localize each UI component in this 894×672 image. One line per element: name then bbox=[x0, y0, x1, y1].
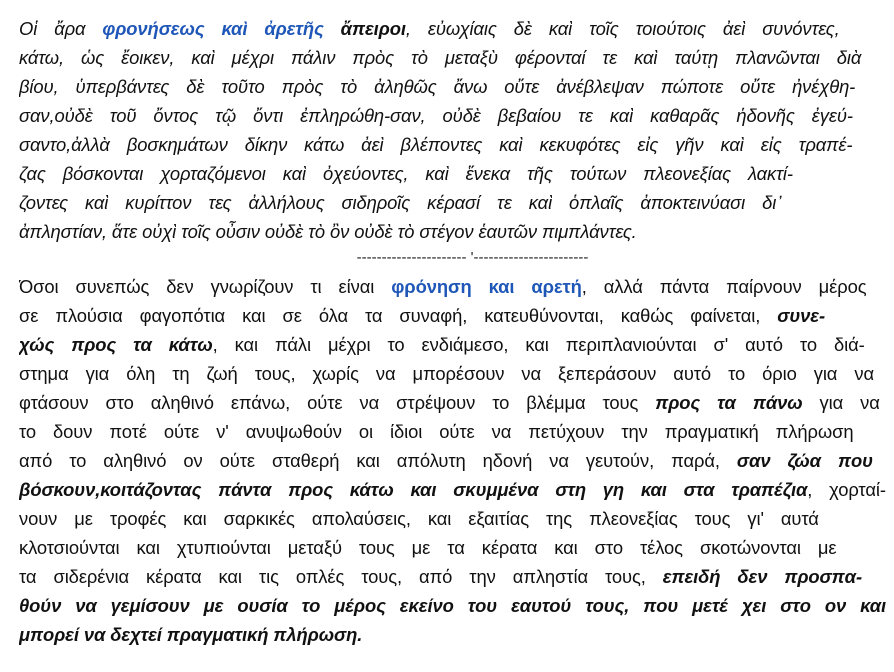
emphasized-phrase: προς τα πάνω bbox=[655, 392, 803, 413]
text-segment: σαντο,ἀλλὰ βοσκημάτων δίκην κάτω ἀεὶ βλέποντες καὶ κεκυφότες εἰς γῆν καὶ εἰς τραπέ- bbox=[19, 134, 853, 155]
text-segment: Οἱ ἄρα bbox=[19, 18, 103, 39]
emphasized-phrase: μπορεί να δεχτεί πραγματική πλήρωση. bbox=[19, 624, 363, 645]
text-line bbox=[19, 475, 886, 504]
text-segment: κλοτσιούνται και χτυπιούνται μεταξύ τους με τα κέρατα και στο τέλος σκοτώνονται με bbox=[19, 537, 837, 558]
text-segment: , εὐωχίαις δὲ καὶ τοῖς τοιούτοις ἀεὶ συνόντες, bbox=[405, 18, 840, 39]
text-segment: σαν,οὐδὲ τοῦ ὄντος τῷ ὄντι ἐπληρώθη-σαν, οὐδὲ βεβαίου τε καὶ καθαρᾶς ἡδονῆς ἐγεύ- bbox=[19, 105, 853, 126]
text-segment: , χορταί- bbox=[807, 479, 886, 500]
text-segment: σε πλούσια φαγοπότια και σε όλα τα συναφή, κατευθύνονται, καθώς φαίνεται, bbox=[19, 305, 778, 326]
text-segment: , και πάλι μέχρι το ενδιάμεσο, και περιπλανιούνται σ' αυτό το διά- bbox=[212, 334, 865, 355]
text-line bbox=[19, 72, 886, 101]
text-line bbox=[19, 301, 886, 330]
text-line bbox=[19, 330, 886, 359]
text-segment: για να bbox=[802, 392, 880, 413]
ancient-greek-passage bbox=[19, 14, 886, 246]
text-segment: από το αληθινό ον ούτε σταθερή και απόλυτη ηδονή να γευτούν, παρά, bbox=[19, 450, 737, 471]
text-segment: στημα για όλη τη ζωή τους, χωρίς να μπορέσουν να ξεπεράσουν αυτό το όριο για να bbox=[19, 363, 874, 384]
text-segment: φτάσουν στο αληθινό επάνω, ούτε να στρέψουν το βλέμμα τους bbox=[19, 392, 656, 413]
text-segment: βίου, ὑπερβάντες δὲ τοῦτο πρὸς τὸ ἀληθῶς ἄνω οὔτε ἀνέβλεψαν πώποτε οὔτε ἠνέχθη- bbox=[19, 76, 856, 97]
emphasized-phrase: επειδή δεν προσπα- bbox=[662, 566, 862, 587]
text-line bbox=[19, 533, 886, 562]
text-line bbox=[19, 359, 886, 388]
text-line bbox=[19, 562, 886, 591]
emphasized-phrase: θούν να γεμίσουν με ουσία το μέρος εκείνο του εαυτού τους, που μετέ χει στο ον και bbox=[19, 595, 886, 616]
text-line bbox=[19, 14, 886, 43]
text-segment: νουν με τροφές και σαρκικές απολαύσεις, και εξαιτίας της πλεονεξίας τους γι' αυτά bbox=[19, 508, 819, 529]
text-line bbox=[19, 504, 886, 533]
text-line bbox=[19, 446, 886, 475]
text-segment: το δουν ποτέ ούτε ν' ανυψωθούν οι ίδιοι ούτε να πετύχουν την πραγματική πλήρωση bbox=[19, 421, 854, 442]
text-segment: τα σιδερένια κέρατα και τις οπλές τους, από την απληστία τους, bbox=[19, 566, 663, 587]
text-segment: κάτω, ὡς ἔοικεν, καὶ μέχρι πάλιν πρὸς τὸ μεταξὺ φέρονταί τε καὶ ταύτῃ πλανῶνται διὰ bbox=[19, 47, 862, 68]
text-segment: , αλλά πάντα παίρνουν μέρος bbox=[581, 276, 867, 297]
text-line bbox=[19, 101, 886, 130]
text-line bbox=[19, 217, 886, 246]
text-line bbox=[19, 130, 886, 159]
highlighted-term: φρόνηση και αρετή bbox=[391, 276, 582, 297]
highlighted-term: φρονήσεως καὶ ἀρετῆς bbox=[102, 18, 324, 39]
text-line bbox=[19, 159, 886, 188]
text-segment: Όσοι συνεπώς δεν γνωρίζουν τι είναι bbox=[19, 276, 392, 297]
section-separator: ---------------------- '----------------------- bbox=[356, 249, 589, 266]
text-line bbox=[19, 272, 886, 301]
modern-greek-translation bbox=[19, 272, 886, 649]
text-line bbox=[19, 417, 886, 446]
text-line bbox=[19, 388, 886, 417]
text-segment bbox=[324, 18, 341, 39]
emphasized-phrase: χώς προς τα κάτω bbox=[19, 334, 213, 355]
emphasized-phrase: βόσκουν,κοιτάζοντας πάντα προς κάτω και σκυμμένα στη γη και στα τραπέζια bbox=[19, 479, 808, 500]
emphasized-phrase: συνε- bbox=[777, 305, 825, 326]
emphasized-phrase: σαν ζώα που bbox=[736, 450, 873, 471]
text-line bbox=[19, 620, 886, 649]
emphasized-phrase: ἄπειροι bbox=[340, 18, 406, 39]
text-segment: ἀπληστίαν, ἅτε οὐχὶ τοῖς οὖσιν οὐδὲ τὸ ὂν οὐδὲ τὸ στέγον ἑαυτῶν πιμπλάντες. bbox=[19, 221, 637, 242]
text-segment: ζοντες καὶ κυρίττον τες ἀλλήλους σιδηροῖς κέρασί τε καὶ ὁπλαῖς ἀποκτεινύασι δι᾽ bbox=[19, 192, 783, 213]
text-line bbox=[19, 188, 886, 217]
text-segment: ζας βόσκονται χορταζόμενοι καὶ ὀχεύοντες, καὶ ἕνεκα τῆς τούτων πλεονεξίας λακτί- bbox=[19, 163, 793, 184]
text-line bbox=[19, 591, 886, 620]
text-line bbox=[19, 43, 886, 72]
